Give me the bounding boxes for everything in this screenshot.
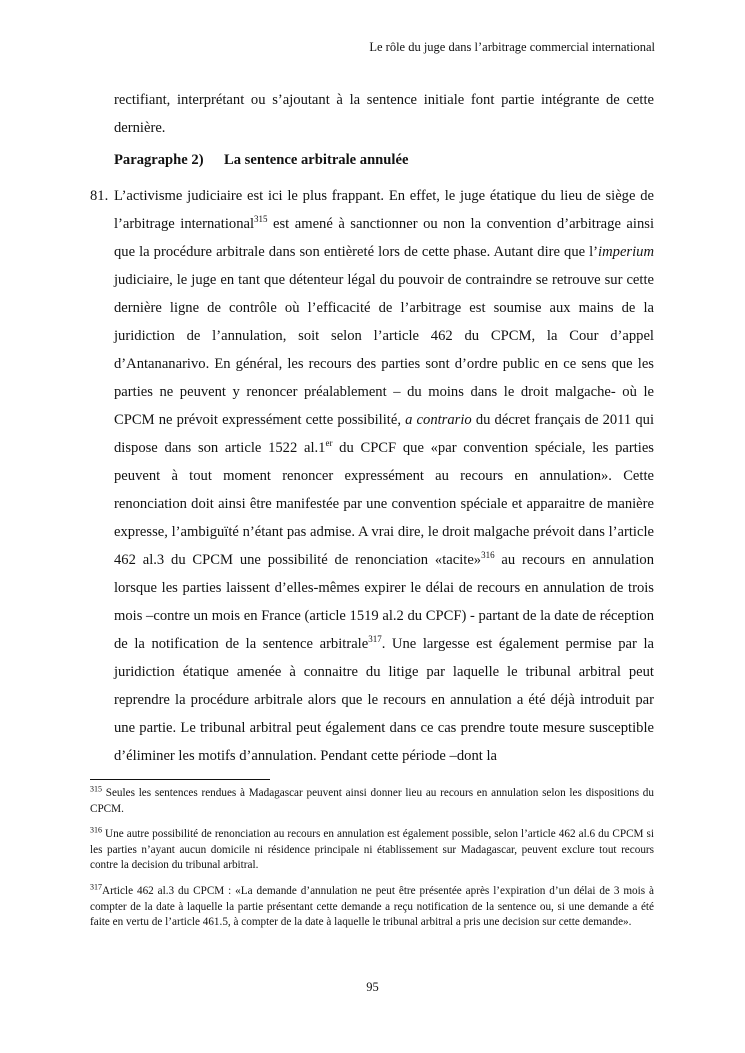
paragraph-text: du décret français de 2011 qui dispose dans son article 1522 al.1 (114, 412, 654, 456)
section-label: Paragraphe 2) (114, 152, 204, 168)
footnote-ref-317[interactable]: 317 (368, 634, 382, 645)
page-number: 95 (366, 980, 379, 994)
footnote-number: 315 (90, 784, 102, 794)
running-header: Le rôle du juge dans l’arbitrage commercial international (369, 40, 655, 54)
paragraph-text: au recours en annulation lorsque les parties laissent d’elles-mêmes expirer le délai de recours en annulation de trois mois –contre un mois en France (article 1519 al.2 du CPCF) - partant de la date de réception de la notification de la sentence arbitrale (114, 552, 654, 652)
paragraph-text: judiciaire, le juge en tant que détenteur légal du pouvoir de contraindre se retrouve sur cette dernière ligne de contrôle où l’efficacité de l’arbitrage est soumise aux mains de la juridiction de l’annulation, soit selon l’article 462 du CPCM, la Cour d’appel d’Antananarivo. En général, les recours des parties sont d’ordre public en ce sens que les parties ne peuvent y renoncer préalablement – du moins dans le droit malgache- où le CPCM ne prévoit expressément cette possibilité, (114, 272, 654, 428)
footnote-317 (90, 884, 654, 931)
paragraph-number: 81. (90, 188, 109, 204)
footnote-number: 316 (90, 825, 102, 835)
body-text (90, 86, 654, 770)
paragraph-text: . Une largesse est également permise par la juridiction étatique amenée à connaitre du litige par laquelle le tribunal arbitral peut reprendre la procédure arbitrale alors que le recours en annulation a été déjà introduit par une partie. Le tribunal arbitral peut également dans ce cas prendre toute mesure susceptible d’éliminer les motifs d’annulation. Pendant cette période –dont la (114, 636, 654, 764)
footnote-text: Une autre possibilité de renonciation au recours en annulation est également possible, selon l’article 462 al.6 du CPCM si les parties n’ayant aucun domicile ni résidence principale ni établissement sur Madagascar, peuvent exclure tout recours contre la decision du tribunal arbitral. (90, 828, 654, 872)
section-heading (90, 146, 654, 174)
footnote-number: 317 (90, 882, 102, 892)
paragraph-text: est amené à sanctionner ou non la convention d’arbitrage ainsi que la procédure arbitrale dans son entièreté lors de cette phase. Autant dire que l’ (114, 216, 654, 260)
continuation-paragraph: rectifiant, interprétant ou s’ajoutant à la sentence initiale font partie intégrante de cette dernière. (114, 92, 654, 136)
italic-term: a contrario (405, 412, 472, 428)
footnote-ref-315[interactable]: 315 (254, 214, 268, 225)
section-title: La sentence arbitrale annulée (224, 152, 409, 168)
ordinal-superscript: er (325, 438, 333, 449)
paragraph-81 (90, 182, 654, 770)
footnote-separator (90, 779, 270, 780)
italic-term: imperium (598, 244, 654, 260)
paragraph-text: du CPCF que «par convention spéciale, les parties peuvent à tout moment renoncer expressément au recours en annulation». Cette renonciation doit ainsi être manifestée par une convention spéciale et apparaitre de manière expresse, l’ambiguïté n’étant pas admise. A vrai dire, le droit malgache prévoit dans l’article 462 al.3 du CPCM une possibilité de renonciation «tacite» (114, 440, 654, 568)
footnote-text: Seules les sentences rendues à Madagascar peuvent ainsi donner lieu au recours en annulation selon les dispositions du CPCM. (90, 787, 654, 815)
footnote-text: Article 462 al.3 du CPCM : «La demande d’annulation ne peut être présentée après l’expiration d’un délai de 3 mois à compter de la date à laquelle la partie présentant cette demande a reçu notification de la sentence ou, si une demande a été faite en vertu de l’article 461.5, à compter de la date à laquelle le tribunal arbitral a pris une decision sur cette demande». (90, 884, 654, 929)
footnote-ref-316[interactable]: 316 (481, 550, 495, 561)
footnotes (90, 786, 654, 941)
footnote-315 (90, 786, 654, 817)
paragraph-text: L’activisme judiciaire est ici le plus frappant. En effet, le juge étatique du lieu de siège de l’arbitrage international (114, 188, 654, 232)
footnote-316 (90, 827, 654, 874)
